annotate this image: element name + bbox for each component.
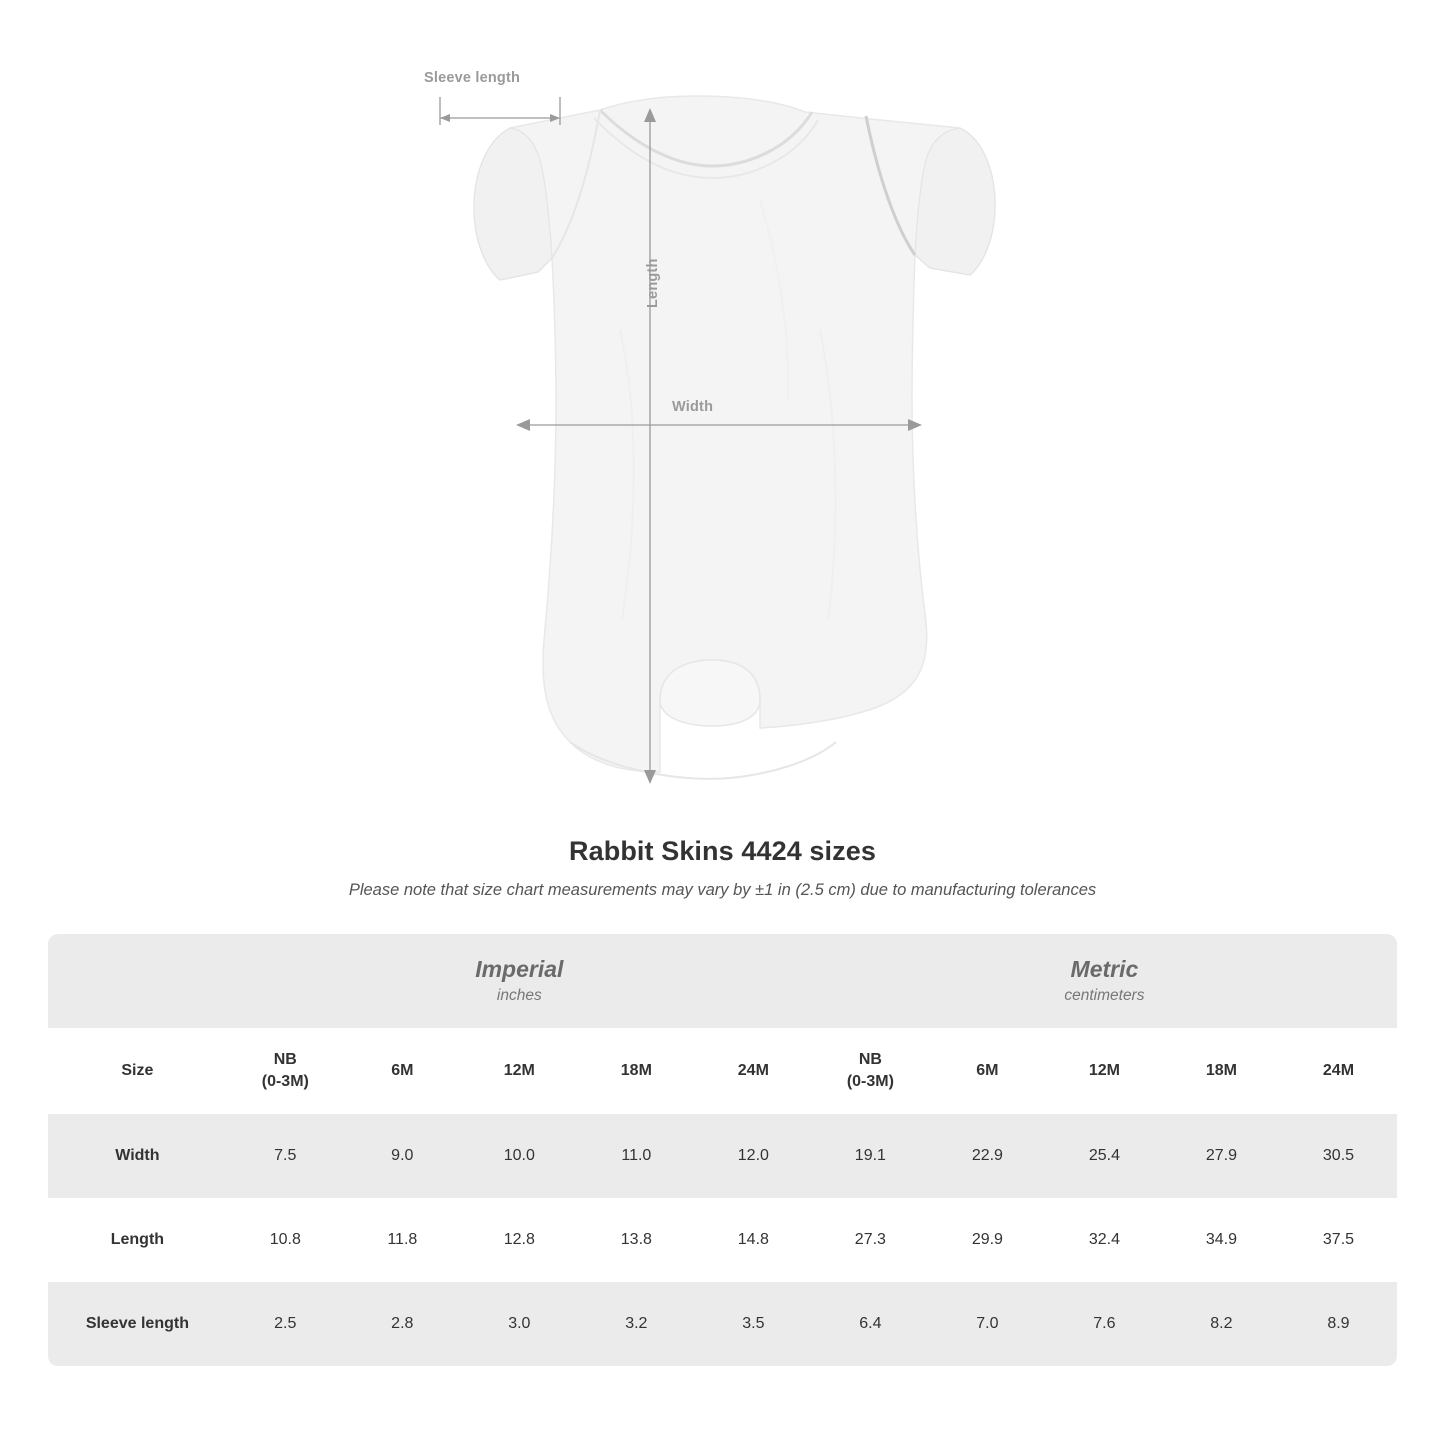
cell-length-24m-cm: 37.5 xyxy=(1280,1198,1397,1282)
sleeve-length-label: Sleeve length xyxy=(424,70,521,86)
tolerance-note: Please note that size chart measurements may vary by ±1 in (2.5 cm) due to manufacturing tolerances xyxy=(348,881,1097,899)
cell-width-24m-cm: 30.5 xyxy=(1280,1114,1397,1198)
header-col-18m-imperial: 18M xyxy=(578,1028,695,1114)
cell-width-24m-in: 12.0 xyxy=(695,1114,812,1198)
header-col-6m-metric: 6M xyxy=(929,1028,1046,1114)
header-col-nb-metric xyxy=(812,1028,929,1114)
width-label: Width xyxy=(672,399,714,415)
header-col-12m-imperial: 12M xyxy=(461,1028,578,1114)
row-label-sleeve-length: Sleeve length xyxy=(48,1282,227,1366)
title-block xyxy=(0,836,1445,900)
header-col-nb-metric-line2: (0-3M) xyxy=(846,1073,894,1090)
cell-width-6m-cm: 22.9 xyxy=(929,1114,1046,1198)
unit-group-row xyxy=(48,934,1397,1028)
cell-sleeve-18m-cm: 8.2 xyxy=(1163,1282,1280,1366)
cell-width-nb-cm: 19.1 xyxy=(812,1114,929,1198)
cell-sleeve-nb-in: 2.5 xyxy=(227,1282,344,1366)
header-col-24m-imperial: 24M xyxy=(695,1028,812,1114)
unit-corner-cell xyxy=(48,934,227,1028)
header-col-nb-imperial-line1: NB xyxy=(273,1051,297,1069)
cell-length-24m-in: 14.8 xyxy=(695,1198,812,1282)
cell-sleeve-6m-cm: 7.0 xyxy=(929,1282,1046,1366)
cell-sleeve-12m-cm: 7.6 xyxy=(1046,1282,1163,1366)
header-col-nb-metric-line1: NB xyxy=(858,1051,882,1069)
cell-length-nb-in: 10.8 xyxy=(227,1198,344,1282)
sleeve-length-dimension xyxy=(440,97,560,125)
header-col-18m-metric: 18M xyxy=(1163,1028,1280,1114)
unit-group-metric xyxy=(812,934,1397,1028)
row-label-length: Length xyxy=(48,1198,227,1282)
cell-length-12m-in: 12.8 xyxy=(461,1198,578,1282)
unit-group-imperial-sub: inches xyxy=(496,986,542,1004)
header-col-nb-imperial xyxy=(227,1028,344,1114)
table-row xyxy=(48,1282,1397,1366)
cell-sleeve-24m-cm: 8.9 xyxy=(1280,1282,1397,1366)
cell-length-nb-cm: 27.3 xyxy=(812,1198,929,1282)
cell-width-6m-in: 9.0 xyxy=(344,1114,461,1198)
size-chart-table-wrap xyxy=(48,934,1397,1366)
cell-sleeve-18m-in: 3.2 xyxy=(578,1282,695,1366)
unit-group-metric-name: Metric xyxy=(1070,956,1139,982)
table-row xyxy=(48,1198,1397,1282)
cell-width-18m-cm: 27.9 xyxy=(1163,1114,1280,1198)
bodysuit-shape xyxy=(474,96,995,779)
cell-length-12m-cm: 32.4 xyxy=(1046,1198,1163,1282)
unit-group-imperial-name: Imperial xyxy=(475,956,564,982)
table-header-row xyxy=(48,1028,1397,1114)
header-col-nb-imperial-line2: (0-3M) xyxy=(261,1073,309,1090)
table-row xyxy=(48,1114,1397,1198)
header-col-12m-metric: 12M xyxy=(1046,1028,1163,1114)
cell-sleeve-nb-cm: 6.4 xyxy=(812,1282,929,1366)
header-size-label: Size xyxy=(48,1028,227,1114)
length-label: Length xyxy=(645,258,661,308)
cell-length-18m-in: 13.8 xyxy=(578,1198,695,1282)
cell-width-18m-in: 11.0 xyxy=(578,1114,695,1198)
cell-sleeve-6m-in: 2.8 xyxy=(344,1282,461,1366)
cell-sleeve-12m-in: 3.0 xyxy=(461,1282,578,1366)
cell-width-12m-cm: 25.4 xyxy=(1046,1114,1163,1198)
header-col-24m-metric: 24M xyxy=(1280,1028,1397,1114)
cell-width-12m-in: 10.0 xyxy=(461,1114,578,1198)
unit-group-imperial xyxy=(227,934,812,1028)
size-chart-table xyxy=(48,934,1397,1366)
row-label-width: Width xyxy=(48,1114,227,1198)
cell-width-nb-in: 7.5 xyxy=(227,1114,344,1198)
cell-length-18m-cm: 34.9 xyxy=(1163,1198,1280,1282)
cell-length-6m-in: 11.8 xyxy=(344,1198,461,1282)
cell-sleeve-24m-in: 3.5 xyxy=(695,1282,812,1366)
page-title: Rabbit Skins 4424 sizes xyxy=(569,836,876,866)
unit-group-metric-sub: centimeters xyxy=(1064,986,1145,1004)
header-col-6m-imperial: 6M xyxy=(344,1028,461,1114)
cell-length-6m-cm: 29.9 xyxy=(929,1198,1046,1282)
